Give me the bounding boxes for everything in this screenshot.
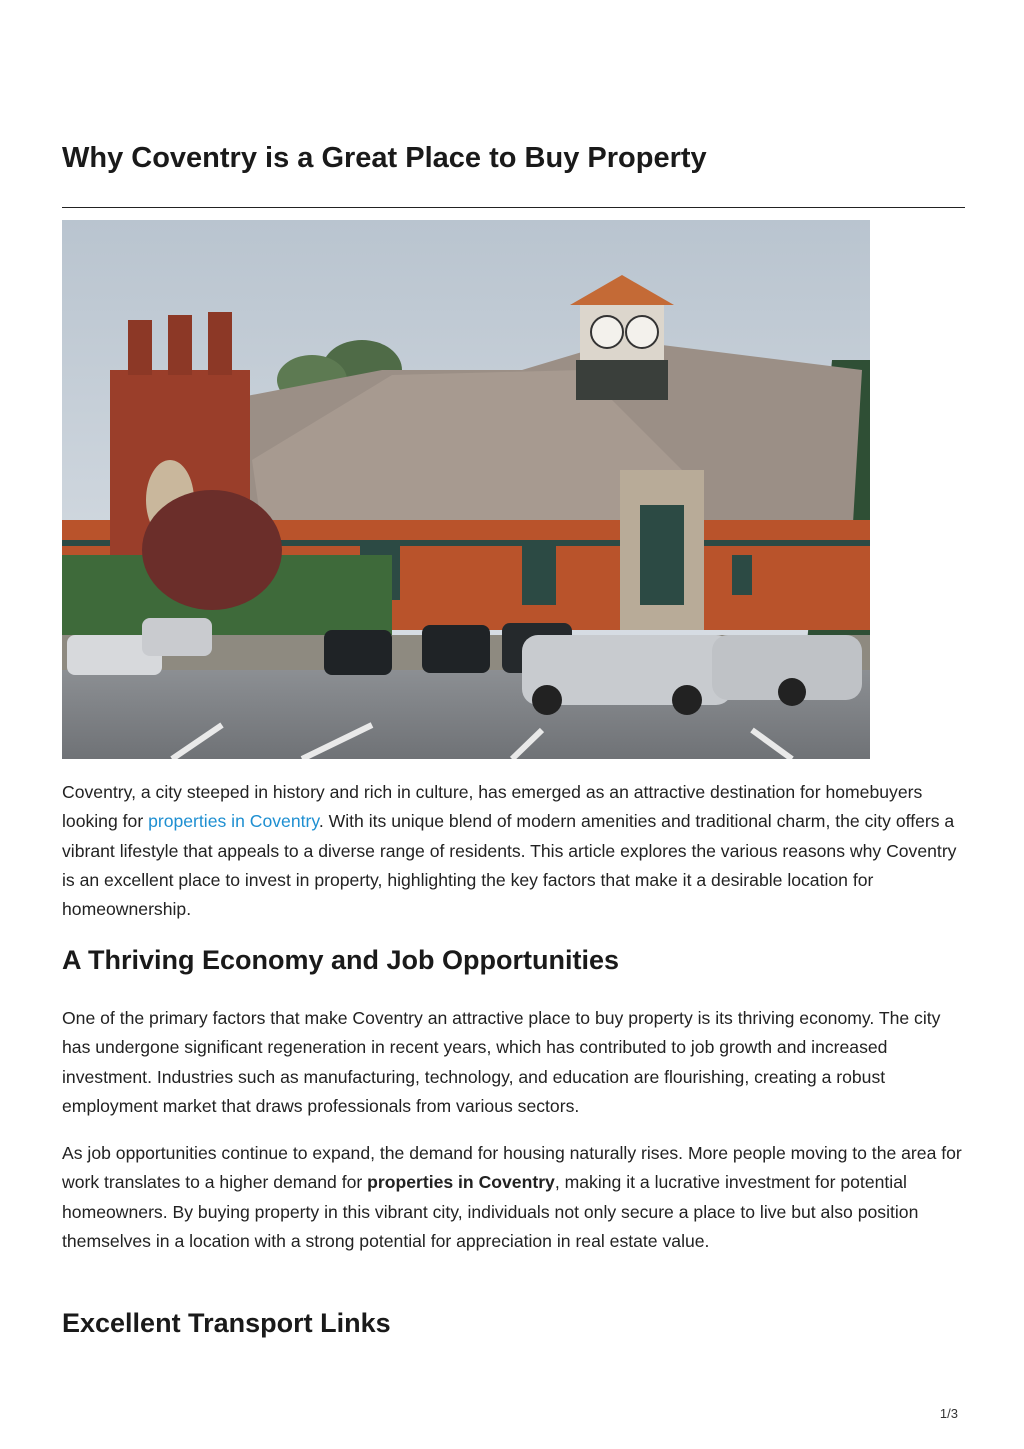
intro-paragraph <box>62 778 965 924</box>
hero-image <box>62 220 870 759</box>
intro-text-start: Coventry, a city steeped in history and rich in culture, has emerged as an attractive destination for homebuyers looking for <box>62 782 923 832</box>
bold-properties-in-coventry: properties in Coventry <box>367 1172 555 1193</box>
economy-paragraph-2 <box>62 1139 965 1256</box>
intro-text-end: . With its unique blend of modern amenities and traditional charm, the city offers a vibrant lifestyle that appeals to a diverse range of residents. This article explores the various reasons why Coventry is an excellent place to invest in property, highlighting the key factors that make it a desirable location for homeownership. <box>62 811 957 920</box>
economy-p2-end: , making it a lucrative investment for potential homeowners. By buying property in this vibrant city, individuals not only secure a place to live but also position themselves in a location with a strong potential for appreciation in real estate value. <box>62 1172 919 1251</box>
title-divider <box>62 207 965 208</box>
economy-p2-start: As job opportunities continue to expand, the demand for housing naturally rises. More people moving to the area for work translates to a higher demand for <box>62 1143 962 1193</box>
transport-heading: Excellent Transport Links <box>62 1308 391 1338</box>
page-number: 1/3 <box>939 1406 958 1421</box>
economy-paragraph-1: One of the primary factors that make Coventry an attractive place to buy property is its thriving economy. The city has undergone significant regeneration in recent years, which has contributed to job growth and increased investment. Industries such as manufacturing, technology, and education are flourishing, creating a robust employment market that draws professionals from various sectors. <box>62 1008 941 1116</box>
economy-heading: A Thriving Economy and Job Opportunities <box>62 945 620 975</box>
properties-in-coventry-link[interactable]: properties in Coventry <box>148 811 319 832</box>
page-title: Why Coventry is a Great Place to Buy Property <box>62 142 707 174</box>
